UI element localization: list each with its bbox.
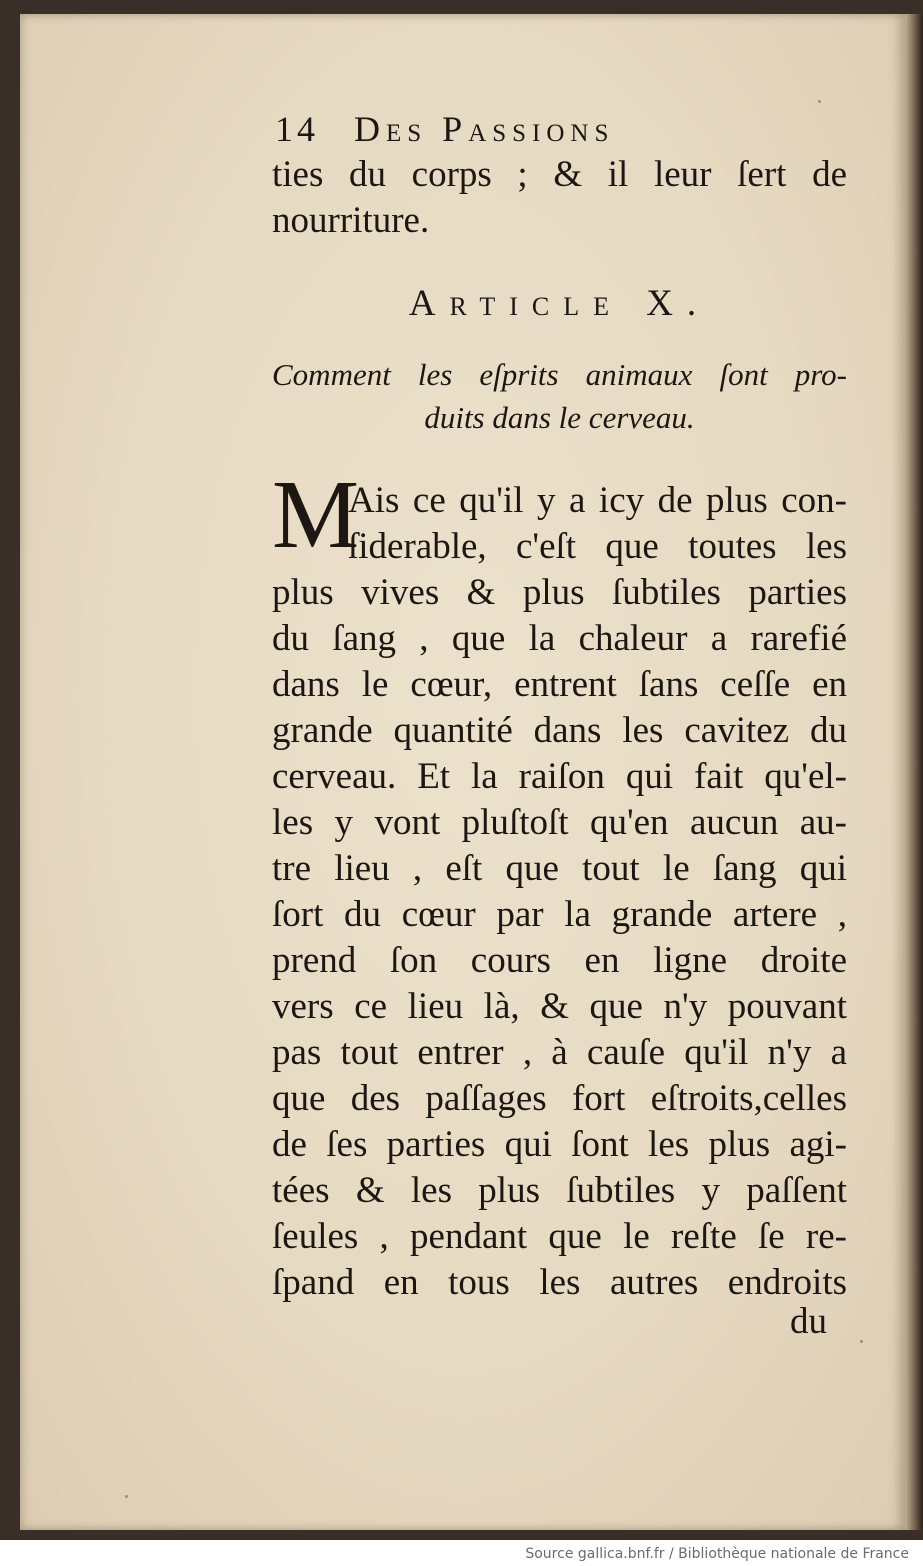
text-line: ſeules , pendant que le reſte ſe re-	[272, 1216, 847, 1257]
text-line: ſpand en tous les autres endroits	[272, 1262, 847, 1303]
text-line: prend ſon cours en ligne droite	[272, 940, 847, 981]
running-title: Des Passions	[354, 109, 615, 149]
text-line: grande quantité dans les cavitez du	[272, 710, 847, 751]
text-line: tées & les plus ſubtiles y paſſent	[272, 1170, 847, 1211]
article-caption-line: duits dans le cerveau.	[424, 400, 695, 435]
text-line: que des paſſages fort eſtroits,celles	[272, 1078, 847, 1119]
article-caption-line: Comment les eſprits animaux ſont pro-	[272, 357, 847, 392]
paper-speck	[125, 1495, 128, 1498]
catchword: du	[790, 1301, 827, 1342]
paper-speck	[860, 1340, 863, 1343]
text-line: dans le cœur, entrent ſans ceſſe en	[272, 664, 847, 705]
running-head	[275, 108, 614, 150]
text-line: ties du corps ; & il leur ſert de	[272, 154, 847, 195]
page-number: 14	[275, 109, 319, 149]
text-line: vers ce lieu là, & que n'y pouvant	[272, 986, 847, 1027]
text-line: tre lieu , eſt que tout le ſang qui	[272, 848, 847, 889]
text-line: ſort du cœur par la grande artere ,	[272, 894, 847, 935]
drop-capital: M	[272, 461, 360, 569]
source-credit: Source gallica.bnf.fr / Bibliothèque nationale de France	[525, 1546, 909, 1562]
text-line: les y vont pluſtoſt qu'en aucun au-	[272, 802, 847, 843]
text-line: ſiderable, c'eſt que toutes les	[348, 526, 847, 567]
paper-speck	[818, 100, 821, 103]
text-line: cerveau. Et la raiſon qui fait qu'el-	[272, 756, 847, 797]
text-line: de ſes parties qui ſont les plus agi-	[272, 1124, 847, 1165]
page-edge	[905, 14, 923, 1530]
text-line: Ais ce qu'il y a icy de plus con-	[348, 480, 847, 521]
text-line: plus vives & plus ſubtiles parties	[272, 572, 847, 613]
article-heading: Article X.	[408, 283, 711, 324]
text-line: nourriture.	[272, 200, 430, 241]
text-line: pas tout entrer , à cauſe qu'il n'y a	[272, 1032, 847, 1073]
text-line: du ſang , que la chaleur a rarefié	[272, 618, 847, 659]
